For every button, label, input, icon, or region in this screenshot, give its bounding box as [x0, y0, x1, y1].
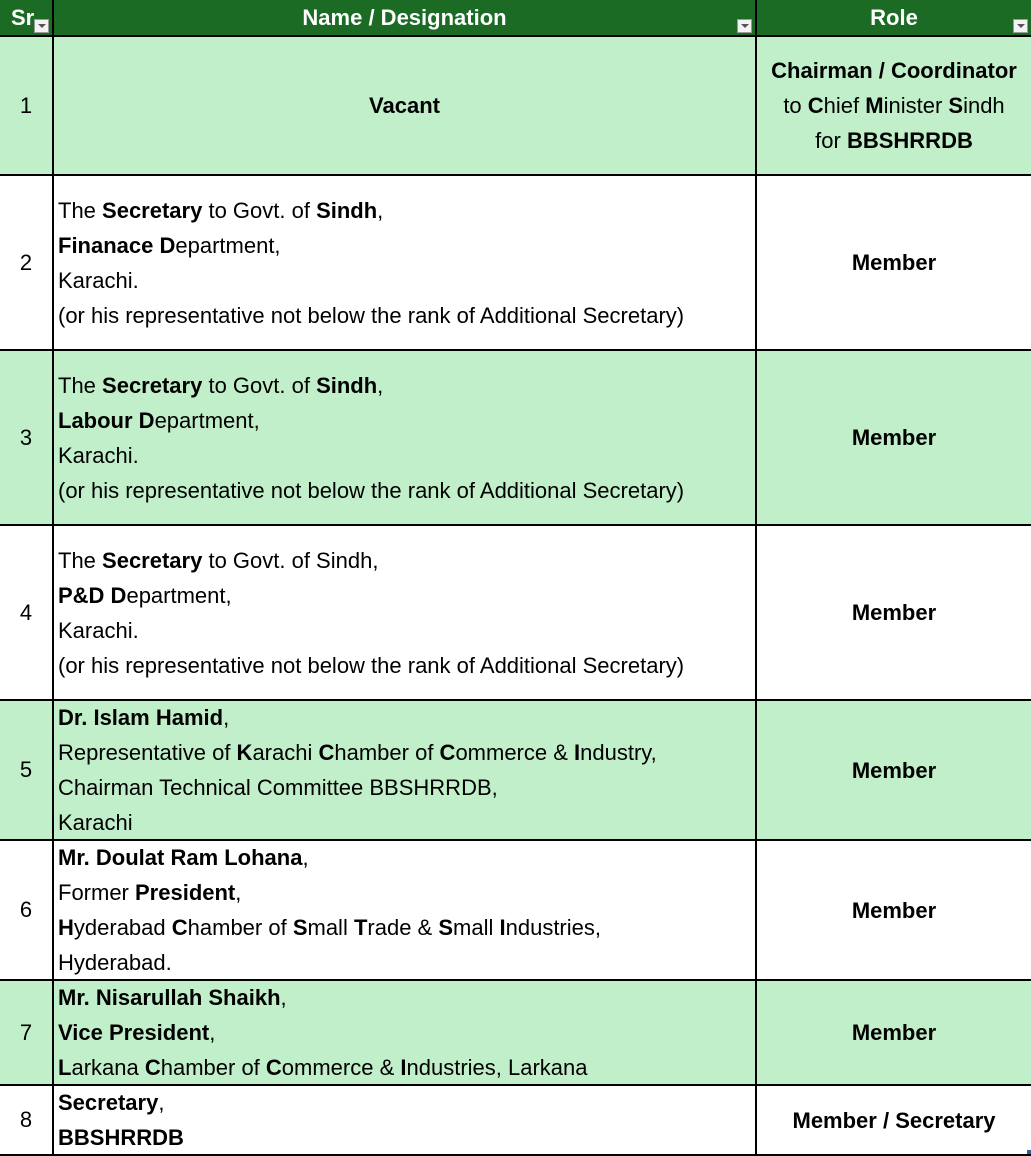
text-run: The: [58, 547, 103, 573]
name-cell[interactable]: [54, 37, 757, 174]
sr-cell[interactable]: 4: [0, 526, 54, 699]
bold-run: Sindh: [316, 372, 378, 398]
cell-text: [852, 753, 936, 788]
cell-text: [58, 368, 684, 508]
text-run: to: [783, 93, 808, 118]
bold-run: Member: [851, 425, 937, 450]
text-line: [58, 473, 684, 508]
text-line: [58, 368, 684, 403]
bold-run: Member: [851, 897, 937, 923]
cell-text: [793, 1103, 996, 1138]
text-line: [793, 1103, 996, 1138]
text-run: inister: [883, 93, 949, 118]
bold-run: T: [353, 915, 368, 940]
name-cell[interactable]: [54, 176, 757, 349]
text-run: The: [58, 372, 103, 398]
bold-run: Member: [851, 757, 937, 783]
name-cell[interactable]: [54, 1086, 757, 1154]
text-run: epartment,: [175, 232, 281, 258]
text-line: [58, 578, 684, 613]
bold-run: Secretary: [102, 197, 203, 223]
text-run: ndustries,: [505, 915, 601, 940]
cell-text: [771, 53, 1017, 158]
text-line: [852, 420, 936, 455]
cell-text: [369, 88, 440, 123]
text-line: [58, 980, 588, 1015]
filter-dropdown-role-icon[interactable]: [1013, 19, 1028, 33]
header-name: [54, 0, 757, 35]
sr-cell[interactable]: 3: [0, 351, 54, 524]
cell-text: [852, 1015, 936, 1050]
text-line: [852, 595, 936, 630]
text-run: Karachi.: [58, 617, 139, 643]
text-line: [58, 735, 657, 770]
text-line: [58, 193, 684, 228]
text-run: hief: [823, 93, 866, 118]
bold-run: L: [58, 1055, 72, 1080]
bold-run: C: [265, 1055, 282, 1080]
name-cell[interactable]: [54, 981, 757, 1084]
table-row: [0, 37, 1031, 176]
text-run: yderabad: [73, 915, 172, 940]
role-cell[interactable]: [757, 981, 1031, 1084]
bold-run: Mr. Doulat Ram Lohana: [58, 845, 303, 870]
text-run: ,: [209, 1020, 216, 1045]
name-cell[interactable]: [54, 351, 757, 524]
text-line: [58, 1085, 184, 1120]
text-run: for: [815, 128, 847, 153]
bold-run: C: [807, 93, 824, 118]
bold-run: Member / Secretary: [792, 1107, 996, 1133]
table-resize-handle[interactable]: [1027, 1150, 1031, 1154]
cell-text: [852, 420, 936, 455]
text-line: [58, 1015, 588, 1050]
text-run: mall: [453, 915, 500, 940]
bold-run: Sindh: [316, 197, 378, 223]
text-run: Representative of: [58, 740, 237, 765]
cell-text: [852, 595, 936, 630]
sr-cell[interactable]: 7: [0, 981, 54, 1084]
cell-text: [58, 543, 684, 683]
bold-run: C: [144, 1055, 161, 1080]
text-run: arachi: [252, 740, 319, 765]
cell-text: [58, 980, 588, 1085]
bold-run: I: [574, 740, 581, 765]
text-line: [58, 543, 684, 578]
table-row: [0, 981, 1031, 1086]
text-line: [852, 1015, 936, 1050]
text-line: [58, 228, 684, 263]
header-name-label: Name / Designation: [302, 5, 507, 30]
text-line: [58, 648, 684, 683]
table-row: [0, 841, 1031, 981]
table-row: [0, 701, 1031, 841]
text-run: The: [58, 197, 103, 223]
text-line: [771, 123, 1017, 158]
role-cell[interactable]: [757, 351, 1031, 524]
text-run: Karachi: [58, 810, 133, 835]
bold-run: C: [439, 740, 456, 765]
text-run: rade &: [367, 915, 439, 940]
sr-cell[interactable]: 5: [0, 701, 54, 839]
text-line: [58, 910, 601, 945]
text-run: hamber of: [334, 740, 440, 765]
text-line: [852, 893, 936, 928]
sr-cell[interactable]: 1: [0, 37, 54, 174]
text-line: [771, 88, 1017, 123]
text-run: (or his representative not below the rank of Additional Secretary): [58, 477, 685, 503]
text-line: [58, 700, 657, 735]
text-line: [58, 770, 657, 805]
text-run: ndustry,: [580, 740, 657, 765]
text-line: [58, 875, 601, 910]
role-cell[interactable]: [757, 1086, 1031, 1154]
text-run: hamber of: [187, 915, 293, 940]
header-role-label: Role: [870, 5, 918, 30]
bold-run: P&D D: [58, 582, 127, 608]
text-run: ommerce &: [455, 740, 575, 765]
cell-text: [58, 700, 657, 840]
cell-text: [58, 840, 601, 980]
sr-cell[interactable]: 8: [0, 1086, 54, 1154]
bold-run: I: [499, 915, 506, 940]
bold-run: Member: [851, 1020, 937, 1045]
bold-run: M: [865, 93, 884, 118]
text-run: (or his representative not below the rank of Additional Secretary): [58, 652, 685, 678]
text-line: [58, 840, 601, 875]
bold-run: Secretary: [102, 372, 203, 398]
header-role: [757, 0, 1031, 35]
table-row: [0, 176, 1031, 351]
header-sr: [0, 0, 54, 35]
cell-text: [58, 193, 684, 333]
text-line: [852, 245, 936, 280]
text-run: Karachi.: [58, 442, 139, 468]
table-row: [0, 526, 1031, 701]
role-cell[interactable]: [757, 176, 1031, 349]
name-cell[interactable]: [54, 526, 757, 699]
text-run: ,: [377, 372, 384, 398]
filter-dropdown-name-icon[interactable]: [737, 19, 752, 33]
role-cell[interactable]: [757, 841, 1031, 979]
bold-run: Mr. Nisarullah Shaikh: [58, 985, 281, 1010]
text-line: [58, 945, 601, 980]
bold-run: Member: [851, 250, 937, 275]
text-run: Hyderabad.: [58, 950, 172, 975]
text-run: mall: [307, 915, 354, 940]
cell-text: [852, 893, 936, 928]
text-line: [58, 263, 684, 298]
bold-run: K: [236, 740, 253, 765]
bold-run: Vice President: [58, 1020, 210, 1045]
role-cell[interactable]: [757, 37, 1031, 174]
text-run: ,: [223, 705, 230, 730]
text-line: [58, 1120, 184, 1155]
bold-run: Chairman / Coordinator: [771, 58, 1017, 83]
text-run: ,: [302, 845, 309, 870]
header-row: [0, 0, 1031, 37]
bold-run: Secretary: [102, 547, 203, 573]
text-run: ndustries, Larkana: [406, 1055, 588, 1080]
text-run: to Govt. of Sindh,: [202, 547, 379, 573]
bold-run: S: [438, 915, 454, 940]
text-line: [58, 403, 684, 438]
bold-run: President: [135, 880, 236, 905]
text-line: [58, 438, 684, 473]
text-run: hamber of: [160, 1055, 266, 1080]
text-line: [58, 1050, 588, 1085]
bold-run: Vacant: [369, 93, 440, 118]
text-line: [58, 298, 684, 333]
cell-text: [852, 245, 936, 280]
name-cell[interactable]: [54, 841, 757, 979]
text-run: Chairman Technical Committee BBSHRRDB,: [58, 775, 498, 800]
sr-cell[interactable]: 2: [0, 176, 54, 349]
table-row: [0, 351, 1031, 526]
text-line: [852, 753, 936, 788]
text-run: Former: [58, 880, 135, 905]
table-row: [0, 1086, 1031, 1156]
bold-run: S: [292, 915, 308, 940]
bold-run: Secretary: [58, 1090, 159, 1115]
text-run: ,: [158, 1090, 165, 1115]
text-run: ommerce &: [281, 1055, 401, 1080]
text-line: [369, 88, 440, 123]
text-line: [58, 613, 684, 648]
bold-run: Member: [851, 600, 937, 625]
bold-run: C: [171, 915, 188, 940]
text-run: ,: [235, 880, 242, 905]
bold-run: Labour D: [58, 407, 155, 433]
cell-text: [58, 1085, 184, 1155]
text-run: ,: [377, 197, 384, 223]
text-run: (or his representative not below the rank of Additional Secretary): [58, 302, 685, 328]
bold-run: I: [400, 1055, 407, 1080]
bold-run: BBSHRRDB: [846, 128, 973, 153]
header-sr-label: Sr: [11, 4, 35, 30]
bold-run: Dr. Islam Hamid: [58, 705, 224, 730]
text-run: indh: [963, 93, 1005, 118]
text-run: ,: [280, 985, 287, 1010]
bold-run: H: [58, 915, 74, 940]
bold-run: BBSHRRDB: [58, 1125, 184, 1150]
text-run: Karachi.: [58, 267, 139, 293]
sr-cell[interactable]: 6: [0, 841, 54, 979]
bold-run: S: [948, 93, 964, 118]
text-run: epartment,: [154, 407, 260, 433]
text-line: [58, 805, 657, 840]
text-run: epartment,: [126, 582, 232, 608]
bold-run: C: [318, 740, 335, 765]
text-line: [771, 53, 1017, 88]
bold-run: Finanace D: [58, 232, 176, 258]
text-run: to Govt. of: [202, 197, 317, 223]
role-cell[interactable]: [757, 526, 1031, 699]
text-run: arkana: [71, 1055, 145, 1080]
role-cell[interactable]: [757, 701, 1031, 839]
name-cell[interactable]: [54, 701, 757, 839]
text-run: to Govt. of: [202, 372, 317, 398]
filter-dropdown-sr-icon[interactable]: [34, 19, 49, 33]
